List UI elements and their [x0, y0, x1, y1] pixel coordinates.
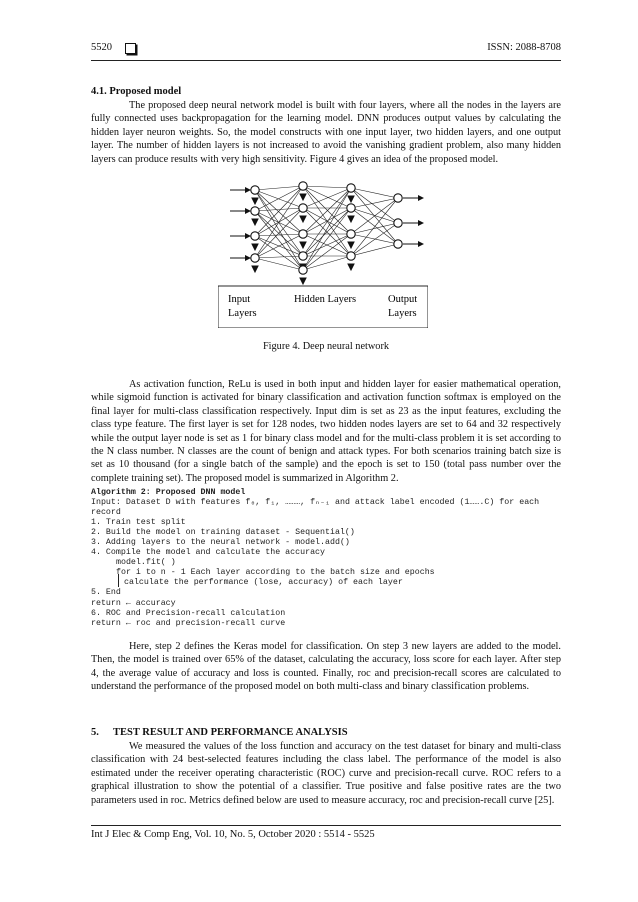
neuron-node [251, 254, 259, 262]
algorithm-step-6: 6. ROC and Precision-recall calculation [91, 608, 286, 618]
figure-4 [218, 178, 428, 333]
algorithm-loop-body: calculate the performance (lose, accuracy) of each layer [124, 578, 403, 588]
label-input: Input [228, 294, 251, 305]
algorithm-step-2: 2. Build the model on training dataset - Sequential() [91, 528, 355, 538]
algorithm-2 [91, 488, 563, 629]
connection-line [351, 208, 398, 223]
neuron-node [299, 266, 307, 274]
connection-line [255, 186, 303, 211]
down-arrow-icon [348, 216, 354, 222]
section-5-number: 5. [91, 727, 99, 738]
algorithm-return-2: return ← roc and precision-recall curve [91, 618, 286, 628]
connection-line [255, 211, 303, 270]
down-arrow-icon [348, 196, 354, 202]
neuron-node [299, 204, 307, 212]
algorithm-input-line-cont: record [91, 508, 121, 518]
section-4-1-paragraph: The proposed deep neural network model is built with four layers, where all the nodes in the layers are fully connected uses backpropagation for the learning model. DNN produces output values by calculating the hidden layer neuron weights. So, the model constructs with one input layer, two hidden layers, and one output layer. The number of hidden layers is not increased to avoid the vanishing gradient problem, also many hidden layers can produce results with very high sensitivity. Figure 4 gives an idea of the proposed model. [91, 100, 561, 165]
page-number: 5520 [91, 42, 112, 53]
label-hidden-layers: Hidden Layers [294, 294, 357, 305]
down-arrow-icon [252, 244, 258, 250]
legend-box [218, 286, 428, 328]
activation-paragraph: As activation function, ReLu is used in both input and hidden layer for easier mathematical operation, while sigmoid function is activated for binary classification and activation function softmax is employed on the final layer for multi-class classification respectively. Input dim is set as 23 as the input features, excluding the class type feature. The first layer is set for 128 nodes, two hidden nodes layers are set to 64 and 32 respectively while the output layer node is set as 1 for binary class model and for the multi-class problem it is set according to the N class number. N classes are the count of benign and attack types. For both scenarios training batch size is set as 10 thousand (for a single batch of the sample) and the epoch is set to 150 (total pass number over the complete training set). The proposed model is summarized in Algorithm 2. [91, 379, 561, 484]
neuron-node [394, 240, 402, 248]
connection-line [255, 208, 303, 258]
label-output: Output [388, 294, 418, 305]
neuron-node [299, 182, 307, 190]
label-output-layers: Layers [388, 308, 417, 319]
neuron-node [251, 207, 259, 215]
neuron-node [347, 184, 355, 192]
connection-line [255, 208, 303, 211]
algorithm-return-1: return ← accuracy [91, 598, 176, 608]
algorithm-fit: model.fit( ) [116, 558, 176, 568]
connection-line [255, 190, 303, 208]
neural-network-diagram [218, 178, 428, 328]
algorithm-loop: for i to n - 1 Each layer according to the batch size and epochs [116, 568, 435, 578]
connection-line [255, 186, 303, 190]
connection-line [303, 188, 351, 270]
section-5-title: TEST RESULT AND PERFORMANCE ANALYSIS [113, 727, 348, 738]
algorithm-step-5: 5. End [91, 588, 121, 598]
journal-square-icon [125, 43, 136, 54]
section-5-paragraph: We measured the values of the loss function and accuracy on the test dataset for binary and multi-class classification with 24 best-selected features including the class label. The performance of the model is also estimated under the receiver operating characteristic (ROC) curve and precision-recall curve. ROC refers to a graphical illustration to show the potential of a classifier. True positive and false positive rates are the two parameters used in roc. Metrics defined below are used to measure accuracy, roc and precision-recall curve [25]. [91, 741, 561, 806]
neuron-node [347, 230, 355, 238]
section-5-heading [91, 727, 348, 738]
label-input-layers: Layers [228, 308, 257, 319]
footer-citation: Int J Elec & Comp Eng, Vol. 10, No. 5, October 2020 : 5514 - 5525 [91, 829, 375, 840]
neuron-node [347, 204, 355, 212]
section-4-1-heading: 4.1. Proposed model [91, 86, 182, 97]
algorithm-loop-body-row [91, 578, 563, 588]
header-rule [91, 60, 561, 61]
connection-line [303, 186, 351, 188]
algorithm-step-3: 3. Adding layers to the neural network - model.add() [91, 538, 350, 548]
algorithm-title: Algorithm 2: Proposed DNN model [91, 488, 246, 497]
down-arrow-icon [348, 264, 354, 270]
footer-rule [91, 825, 561, 826]
neuron-node [394, 194, 402, 202]
connection-lines [255, 186, 398, 270]
running-header [91, 42, 561, 56]
down-arrow-icon [300, 242, 306, 248]
loop-bar [118, 574, 119, 587]
neuron-node [251, 232, 259, 240]
connection-line [303, 208, 351, 270]
connection-line [351, 244, 398, 256]
connection-line [255, 234, 303, 236]
connection-line [255, 258, 303, 270]
down-arrow-icon [252, 219, 258, 225]
down-arrow-icon [300, 216, 306, 222]
neuron-node [251, 186, 259, 194]
down-arrow-icon [300, 194, 306, 200]
connection-line [351, 208, 398, 244]
connection-line [351, 223, 398, 256]
neuron-node [347, 252, 355, 260]
neuron-node [299, 230, 307, 238]
down-arrow-icon [252, 266, 258, 272]
keras-paragraph: Here, step 2 defines the Keras model for classification. On step 3 new layers are added to the model. Then, the model is trained over 65% of the dataset, calculating the accuracy, loss score for each layer. After step 4, the average value of accuracy and loss is counted. Finally, roc and precision-recall scores are calculated to understand the performance of the proposed model on both multi-class and binary classification problems. [91, 641, 561, 693]
algorithm-step-1: 1. Train test split [91, 518, 186, 528]
neuron-node [394, 219, 402, 227]
connection-line [255, 186, 303, 236]
down-arrow-icon [252, 198, 258, 204]
down-arrow-icon [348, 242, 354, 248]
algorithm-step-4: 4. Compile the model and calculate the accuracy [91, 548, 326, 558]
issn: ISSN: 2088-8708 [487, 42, 561, 53]
down-arrow-icon [300, 278, 306, 284]
neuron-node [299, 252, 307, 260]
figure-4-caption: Figure 4. Deep neural network [262, 341, 390, 352]
algorithm-input-line: Input: Dataset D with features f₀, f₁, ………, fₙ₋₁ and attack label encoded (1…….C) for each [91, 498, 540, 508]
connection-line [255, 211, 303, 256]
